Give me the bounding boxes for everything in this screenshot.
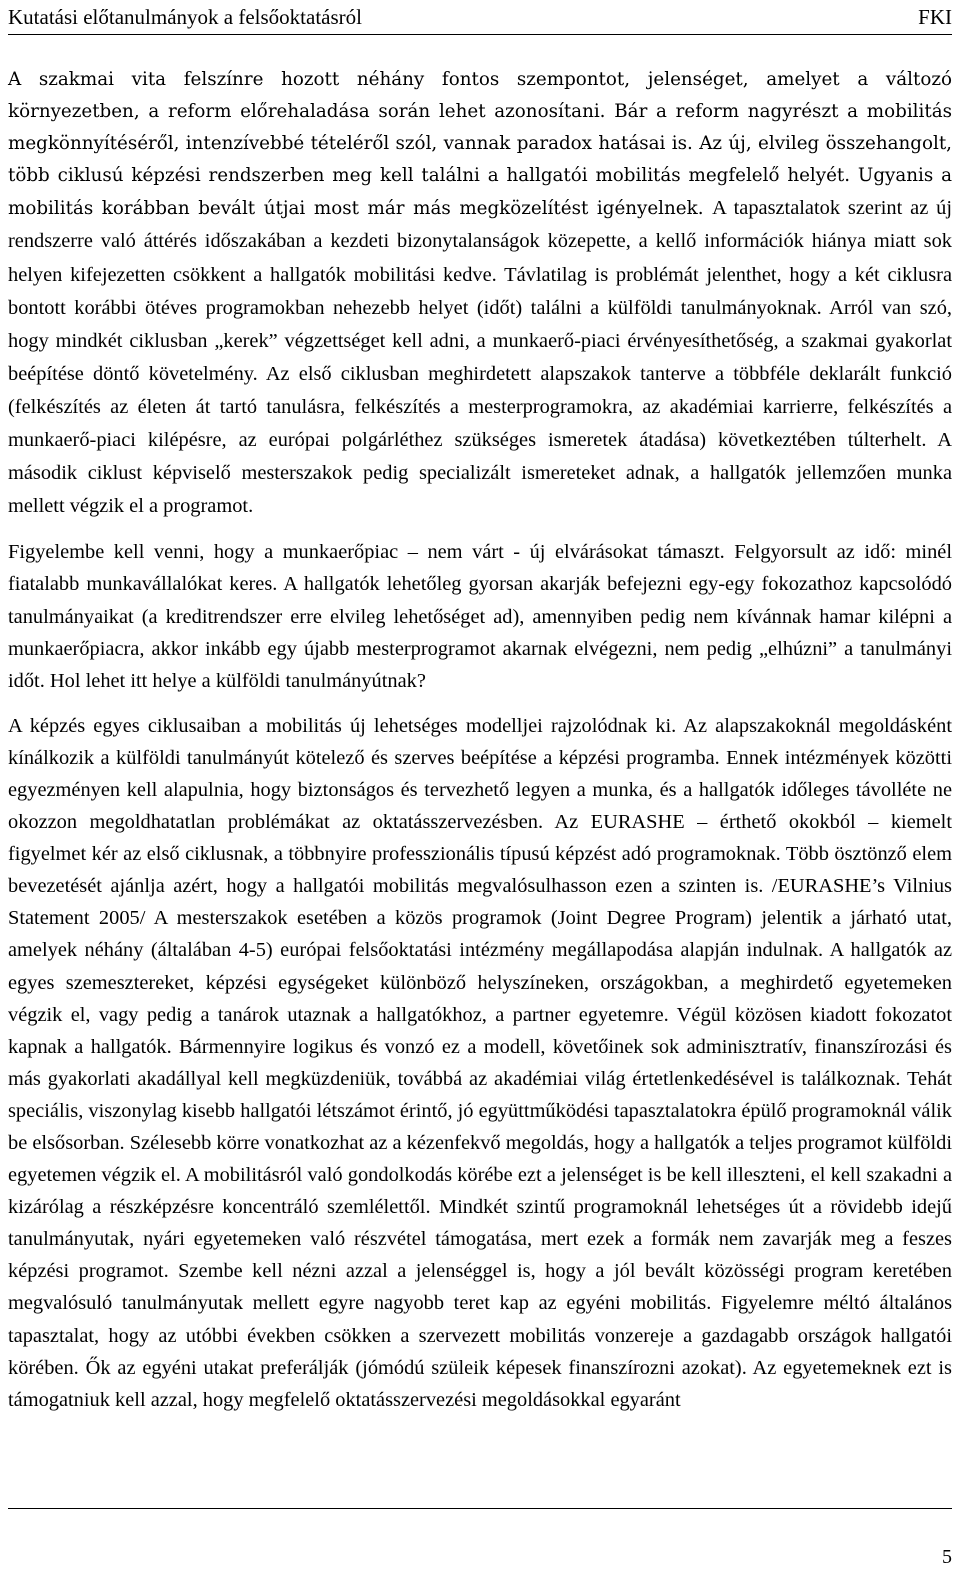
paragraph-1-continuation: A tapasztalatok szerint az új rendszerre való áttérés időszakában a kezdeti bizonytalanságok közepette, a kellő információk hiánya miatt sok helyen kifejezetten csökkent a hallgatók mobilitási kedve. Távlatilag is problémát jelenthet, hogy a két ciklusra bontott korábbi ötéves programokban nehezebb helyet (időt) találni a külföldi tanulmányoknak. Arról van szó, hogy mindkét ciklusban „kerek” végzettséget kell adni, a munkaerő-piaci érvényesíthetőség, a szakmai gyakorlat beépítése döntő követelmény. Az első ciklusban meghirdetett alapszakok tanterve a többféle deklarált funkció (felkészítés az életen át tartó tanulásra, felkészítés a mesterprogramokra, az akadémiai karrierre, felkészítés a munkaerő-piaci kilépésre, az európai polgárléthez szükséges ismeretek átadása) következtében túlterhelt. A második ciklust képviselő mesterszakok pedig specializált ismereteket adnak, a hallgatók jellemzően munka mellett végzik el a programot.	[8, 197, 953, 518]
paragraph-1-intro: A szakmai vita felszínre hozott néhány fontos szempontot, jelenséget, amelyet a változó környezetben, a reform előrehaladása során lehet azonosítani. Bár a reform nagyrészt a mobilitás megkönnyítéséről, intenzívebbé tételéről szól, vannak paradox hatásai is. Az új, elvileg összehangolt, több ciklusú képzési rendszerben meg kell találni a hallgatói mobilitás megfelelő helyét. Ugyanis a mobilitás korábban bevált útjai most már más megközelítést igényelnek.	[8, 69, 952, 220]
header-institution: FKI	[918, 5, 952, 29]
paragraph-3: A képzés egyes ciklusaiban a mobilitás új lehetséges modelljei rajzolódnak ki. Az alapszakoknál megoldásként kínálkozik a külföldi tanulmányút kötelező és szerves beépítése a képzési programba. Ennek intézmények közötti egyezményen kell alapulnia, hogy biztonságos és tervezhető legyen a munka, és a hallgatók időleges távolléte ne okozzon megoldhatatlan problémákat az oktatásszervezésben. Az EURASHE – érthető okokból – kiemelt figyelmet kér az első ciklusnak, a többnyire professzionális típusú képzést adó programoknak. Több ösztönző elem bevezetését ajánlja azért, hogy a hallgatói mobilitás megvalósulhasson ezen a szinten is. /EURASHE’s Vilnius Statement 2005/ A mesterszakok esetében a közös programok (Joint Degree Program) jelentik a járható utat, amelyek néhány (általában 4-5) európai felsőoktatási intézmény megállapodása alapján indulnak. A hallgatók az egyes szemesztereket, képzési egységeket különböző helyszíneken, országokban, a meghirdető egyetemeken végzik el, vagy pedig a tanárok utaznak a hallgatókhoz, a partner egyetemre. Végül közösen kiadott fokozatot kapnak a hallgatók. Bármennyire logikus és vonzó ez a modell, követőinek sok adminisztratív, finanszírozási és más gyakorlati akadállyal kell megküzdeniük, továbbá az akadémiai világ értetlenkedésével is találkoznak. Tehát speciális, viszonylag kisebb hallgatói létszámot érintő, jó együttműködési tapasztalatokra épülő programoknál válik be elsősorban. Szélesebb körre vonatkozhat az a kézenfekvő megoldás, hogy a hallgatók a teljes programot külföldi egyetemen végzik el. A mobilitásról való gondolkodás körébe ezt a jelenséget is be kell illeszteni, el kell szakadni a kizárólag a részképzésre koncentráló szemlélettől. Mindkét szintű programoknál lehetséges út a rövidebb idejű tanulmányutak, nyári egyetemeken való részvétel támogatása, mert ezek a formák nem zavarják meg a feszes képzési programot. Szembe kell nézni azzal a jelenséggel is, hogy a jól bevált közösségi program keretében megvalósuló tanulmányutak mellett egyre nagyobb teret kap az egyéni mobilitás. Figyelemre méltó általános tapasztalat, hogy az utóbbi években csökken a szervezett mobilitás vonzereje a gazdagabb országok hallgatói körében. Ők az egyéni utakat preferálják (jómódú szüleik képesek finanszírozni azokat). Az egyetemeknek ezt is támogatniuk kell azzal, hogy megfelelő oktatásszervezési megoldásokkal egyaránt	[8, 714, 952, 1411]
document-body	[8, 64, 952, 1429]
running-header	[8, 0, 952, 35]
paragraph-2: Figyelembe kell venni, hogy a munkaerőpiac – nem várt - új elvárásokat támaszt. Felgyorsult az idő: minél fiatalabb munkavállalókat keres. A hallgatók lehetőleg gyorsan akarják befejezni egy-egy fokozathoz kapcsolódó tanulmányaikat (a kreditrendszer erre elvileg lehetőséget ad), amennyiben pedig nem kívánnak hamar kilépni a munkaerőpiacra, akkor inkább egy újabb mesterprogramot akarnak elvégezni, nem pedig „elhúzni” a tanulmányi időt. Hol lehet itt helye a külföldi tanulmányútnak?	[8, 541, 952, 692]
header-title: Kutatási előtanulmányok a felsőoktatásról	[8, 5, 362, 29]
paragraph-1	[8, 64, 952, 523]
page-number: 5	[942, 1546, 952, 1568]
footer-divider	[8, 1508, 952, 1509]
